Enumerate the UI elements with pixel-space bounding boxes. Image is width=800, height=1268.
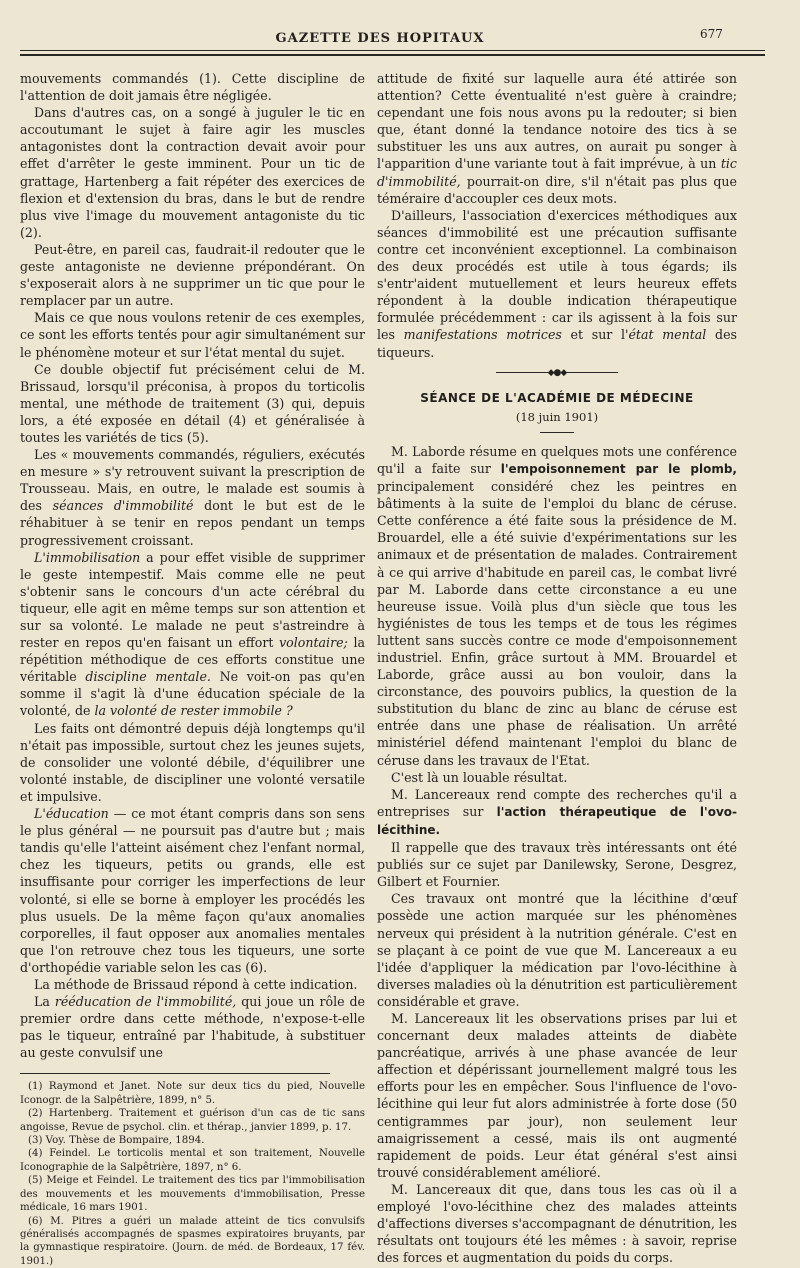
text-run: — ce mot étant compris dans son sens le plus général — ne poursuit pas d'autre but ; mais tandis qu'elle l'atteint aisément chez l'enfant normal, chez les tiqueurs, petits ou grands, elle est insuffisante pour corriger les imperfections de leur volonté, si elle se borne à employer les procédés les plus usuels. De la même façon qu'aux anomalies corporelles, il faut opposer aux anomalies mentales que l'on retrouve chez tous les tiqueurs, une sorte d'orthopédie variable selon les cas (6). (20, 806, 365, 975)
paragraph: Les faits ont démontré depuis déjà longtemps qu'il n'était pas impossible, surtout chez les jeunes sujets, de consolider une volonté débile, d'équilibrer une volonté instable, de discipliner une volonté versatile et impulsive. (20, 720, 365, 805)
header-rule (20, 50, 765, 51)
paragraph: Ces travaux ont montré que la lécithine d'œuf possède une action marquée sur les phénomènes nerveux qui président à la nutrition générale. C'est en se plaçant à ce point de vue que M. Lancereaux a eu l'idée d'appliquer la médication par l'ovo-lécithine à diverses maladies où la dénutrition est particulièrement considérable et grave. (377, 890, 737, 1010)
footnote: (2) Hartenberg. Traitement et guérison d'un cas de tic sans angoisse, Revue de psychol. clin. et thérap., janvier 1899, p. 17. (20, 1107, 365, 1134)
paragraph (20, 993, 365, 1061)
right-column (377, 70, 737, 1266)
paragraph: mouvements commandés (1). Cette discipline de l'attention de doit jamais être négligée. (20, 70, 365, 104)
italic-run: la volonté de rester immobile ? (94, 703, 292, 718)
section-divider (540, 432, 574, 433)
italic-run: état mental (628, 327, 706, 342)
paragraph: M. Lancereaux lit les observations prises par lui et concernant deux malades atteints de diabète pancréatique, arrivés à une phase avancée de leur affection et dépérissant journellement malgré tous les efforts pour les en empêcher. Sous l'influence de l'ovo-lécithine qui leur fut alors administrée à forte dose (50 centigrammes par jour), non seulement leur amaigrissement a cessé, mais ils ont augmenté rapidement de poids. Leur état général s'est ainsi trouvé considérablement amélioré. (377, 1010, 737, 1181)
text-run: Ne voit-on pas qu'en somme il s'agit là d'une éducation spéciale de la volonté, de (20, 669, 365, 718)
footnote: (3) Voy. Thèse de Bompaire, 1894. (20, 1134, 365, 1147)
italic-run: L'immobilisation (34, 550, 140, 565)
text-run: dont le but est de le réhabituer à se tenir en repos pendant un temps progressivement croissant. (20, 498, 365, 547)
footnote: (1) Raymond et Janet. Note sur deux tics du pied, Nouvelle Iconogr. de la Salpêtrière, 1899, n° 5. (20, 1080, 365, 1107)
ornament-line (496, 372, 548, 373)
text-run: a pour effet visible de supprimer le geste intempestif. Mais comme elle ne peut s'obtenir sans le concours d'un acte cérébral du tiqueur, elle agit en même temps sur son attention et sur sa volonté. Le malade ne peut s'astreindre à rester en repos qu'en faisant un effort (20, 550, 365, 650)
section-date: (18 juin 1901) (377, 409, 737, 426)
bold-run: l'empoisonnement par le plomb, (501, 462, 737, 476)
text-run: des tiqueurs. (377, 327, 737, 359)
footnotes (20, 1080, 365, 1268)
section-title: SÉANCE DE L'ACADÉMIE DE MÉDECINE (377, 390, 737, 407)
page-number: 677 (700, 27, 723, 41)
italic-run: L'éducation (34, 806, 109, 821)
italic-run: rééducation de l'immobilité, (55, 994, 236, 1009)
paragraph (377, 70, 737, 207)
paragraph (377, 207, 737, 361)
paragraph: Dans d'autres cas, on a songé à juguler le tic en accoutumant le sujet à faire agir les muscles antagonistes dont la contraction devait avoir pour effet d'arrêter le geste imminent. Pour un tic de grattage, Hartenberg a fait répéter des exercices de flexion et d'extension du bras, dans le but de rendre plus vive l'image du mouvement antagoniste du tic (2). (20, 104, 365, 241)
text-run: la répétition méthodique de ces efforts constitue une véritable (20, 635, 365, 684)
paragraph (377, 443, 737, 769)
paragraph: Il rappelle que des travaux très intéressants ont été publiés sur ce sujet par Danilewsky, Serone, Desgrez, Gilbert et Fournier. (377, 839, 737, 890)
text-run: et sur l' (562, 327, 629, 342)
footnote: (6) M. Pitres a guéri un malade atteint de tics convulsifs généralisés accompagnés de spasmes expiratoires bruyants, par la gymnastique respiratoire. (Journ. de méd. de Bordeaux, 17 fév. 1901.) (20, 1215, 365, 1268)
italic-run: tic d'immobilité, (377, 156, 737, 188)
paragraph: Peut-être, en pareil cas, faudrait-il redouter que le geste antagoniste ne devienne prépondérant. On s'exposerait alors à ne supprimer un tic que pour le remplacer par un autre. (20, 241, 365, 309)
paragraph (20, 805, 365, 976)
bold-run: l'action thérapeutique de l'ovo-lécithine. (377, 805, 737, 837)
left-column (20, 70, 365, 1268)
paragraph: M. Lancereaux dit que, dans tous les cas où il a employé l'ovo-lécithine chez des malades atteints d'affections diverses s'accompagnant de dénutrition, les résultats ont toujours été les mêmes : à savoir, reprise des forces et augmentation du poids du corps. (377, 1181, 737, 1266)
paragraph (377, 786, 737, 839)
footnote: (4) Feindel. Le torticolis mental et son traitement, Nouvelle Iconographie de la Salpêtrière, 1897, n° 6. (20, 1147, 365, 1174)
paragraph: Mais ce que nous voulons retenir de ces exemples, ce sont les efforts tentés pour agir simultanément sur le phénomène moteur et sur l'état mental du sujet. (20, 309, 365, 360)
paragraph (20, 446, 365, 549)
text-run: M. Lancereaux rend compte des recherches qu'il a entreprises sur (377, 787, 737, 819)
ornament-line (566, 372, 618, 373)
italic-run: séances d'immobilité (53, 498, 194, 513)
italic-run: discipline mentale. (85, 669, 211, 684)
page-header-title: GAZETTE DES HOPITAUX (0, 31, 760, 46)
text-run: D'ailleurs, l'association d'exercices méthodiques aux séances d'immobilité est une précaution suffisante contre cet inconvénient exceptionnel. La combinaison des deux procédés est utile à tous égards; ils s'entr'aident mutuellement et leurs heureux effets répondent à la double indication thérapeutique formulée précédemment : car ils agissent à la fois sur les (377, 208, 737, 343)
italic-run: manifestations motrices (404, 327, 562, 342)
italic-run: volontaire; (279, 635, 348, 650)
text-run: M. Laborde résume en quelques mots une conférence qu'il a faite sur (377, 444, 737, 476)
text-run: qui joue un rôle de premier ordre dans cette méthode, n'expose-t-elle pas le tiqueur, entraîné par l'habitude, à substituer au geste convulsif une (20, 994, 365, 1060)
paragraph (20, 549, 365, 720)
text-run: principalement considéré chez les peintres en bâtiments à la suite de l'emploi du blanc de céruse. Cette conférence a été faite sous la présidence de M. Brouardel, elle a été suivie d'expérimentations sur les animaux et de présentation de malades. Contrairement à ce qui arrive d'habitude en pareil cas, le combat livré par M. Laborde dans cette circonstance a eu une heureuse issue. Voilà plus d'un siècle que tous les hygiénistes de tous les temps et de tous les régimes luttent sans succès contre ce mode d'empoisonnement industriel. Enfin, grâce surtout à MM. Brouardel et Laborde, grâce aussi au bon vouloir, dans la circonstance, des pouvoirs publics, la question de la substitution du blanc de zinc au blanc de céruse est entrée dans une phase de réalisation. Un arrêté ministériel défend maintenant l'emploi du blanc de céruse dans les travaux de l'Etat. (377, 479, 737, 768)
footnote-divider (20, 1073, 330, 1074)
header-rule-thick (20, 54, 765, 56)
text-run: attitude de fixité sur laquelle aura été attirée son attention? Cette éventualité n'est guère à craindre; cependant une fois nous avons pu la redouter; si bien que, étant donné la tendance notoire des tics à se substituer les uns aux autres, on aurait pu songer à l'apparition d'une variante tout à fait imprévue, à un (377, 71, 737, 171)
paragraph: La méthode de Brissaud répond à cette indication. (20, 976, 365, 993)
text-run: La (34, 994, 55, 1009)
text-run: pourrait-on dire, s'il n'était pas plus que téméraire d'accoupler ces deux mots. (377, 174, 737, 206)
text-run: Les « mouvements commandés, réguliers, exécutés en mesure » s'y retrouvent suivant la prescription de Trousseau. Mais, en outre, le malade est soumis à des (20, 447, 365, 513)
section-ornament: ◆●◆ (377, 365, 737, 382)
paragraph: C'est là un louable résultat. (377, 769, 737, 786)
paragraph: Ce double objectif fut précisément celui de M. Brissaud, lorsqu'il préconisa, à propos du torticolis mental, une méthode de traitement (3) qui, depuis lors, a été exposée en détail (4) et généralisée à toutes les variétés de tics (5). (20, 361, 365, 446)
footnote: (5) Meige et Feindel. Le traitement des tics par l'immobilisation des mouvements et les mouvements d'immobilisation, Presse médicale, 16 mars 1901. (20, 1174, 365, 1214)
